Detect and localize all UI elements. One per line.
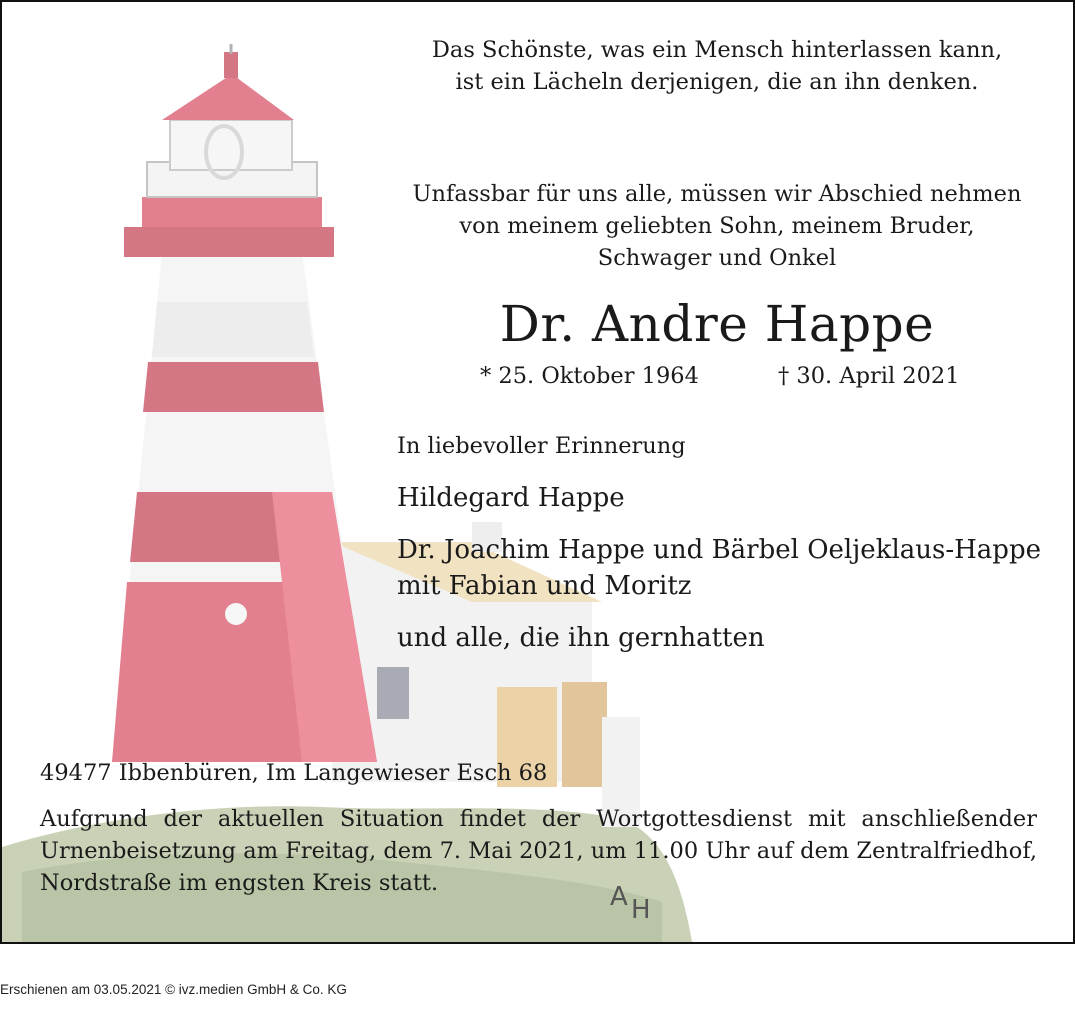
mourner-name: Hildegard Happe <box>397 483 625 513</box>
logo-letter-a: A <box>610 882 628 912</box>
intro-line: Schwager und Onkel <box>597 245 837 271</box>
quote-line: Das Schönste, was ein Mensch hinterlassen kann, <box>431 37 1003 63</box>
intro-line: von meinem geliebten Sohn, meinem Bruder, <box>459 213 975 239</box>
funeral-notice <box>40 803 1037 899</box>
quote-line: ist ein Lächeln derjenigen, die an ihn denken. <box>455 69 979 95</box>
birth-date: * 25. Oktober 1964 <box>480 363 699 389</box>
notice-line: Urnenbeisetzung am Freitag, dem 7. Mai 2021, um 11.00 Uhr auf dem Zentralfriedhof, <box>40 838 1037 864</box>
mourner-name: mit Fabian und Moritz <box>397 571 692 601</box>
quote <box>397 34 1037 98</box>
logo-letter-h: H <box>631 895 651 925</box>
notice-line: Aufgrund der aktuellen Situation findet der Wortgottesdienst mit anschließender <box>40 806 1037 832</box>
notice-line: Nordstraße im engsten Kreis statt. <box>40 870 439 896</box>
intro-line: Unfassbar für uns alle, müssen wir Abschied nehmen <box>412 181 1022 207</box>
mourner-name: Dr. Joachim Happe und Bärbel Oeljeklaus-Happe <box>397 535 1041 565</box>
publication-footer: Erschienen am 03.05.2021 © ivz.medien GmbH & Co. KG <box>0 982 347 997</box>
deceased-name: Dr. Andre Happe <box>499 295 935 353</box>
mourner-closing: und alle, die ihn gernhatten <box>397 623 765 653</box>
memory-line: In liebevoller Erinnerung <box>397 433 686 459</box>
death-date: † 30. April 2021 <box>778 363 960 389</box>
intro-text <box>397 178 1037 274</box>
address: 49477 Ibbenbüren, Im Langewieser Esch 68 <box>40 760 548 786</box>
